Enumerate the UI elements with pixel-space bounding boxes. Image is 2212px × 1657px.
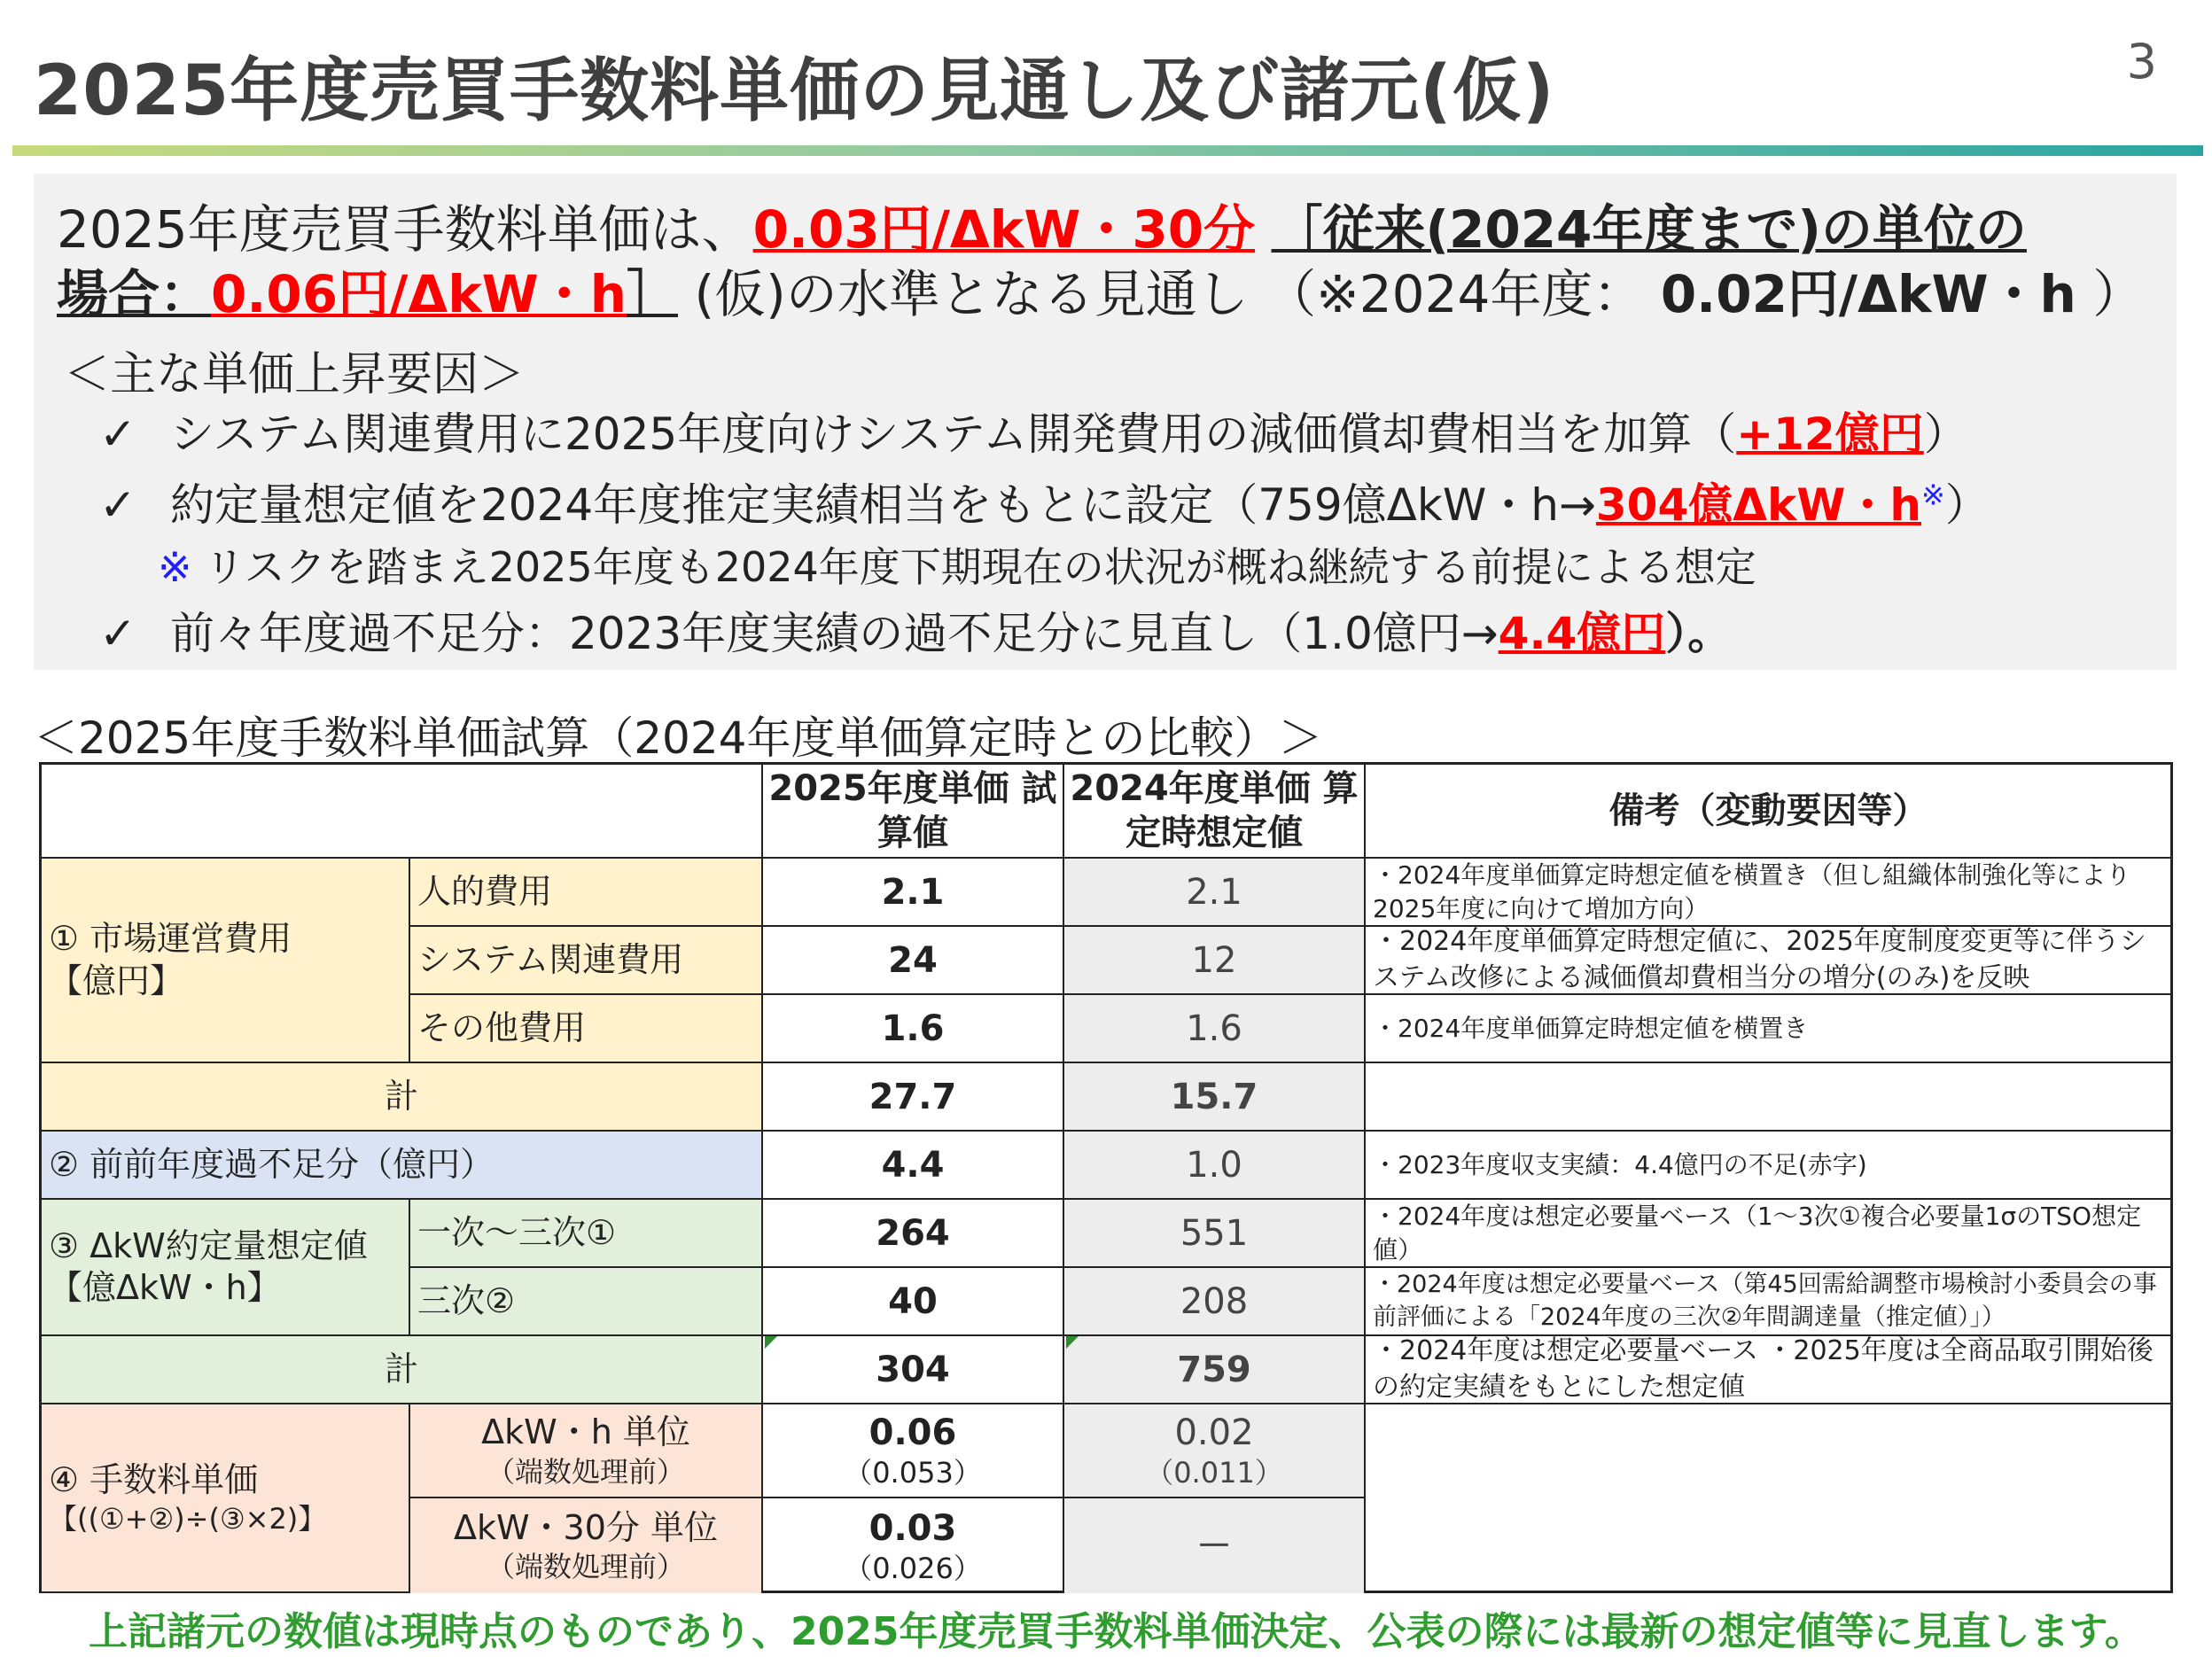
remark: ・2024年度単価算定時想定値に、2025年度制度変更等に伴うシステム改修による減価償却費相当分の増分(のみ)を反映: [1366, 927, 2173, 995]
value-main: 0.03: [868, 1507, 957, 1549]
unit-price-2024: －: [1064, 1498, 1366, 1593]
check-icon: ✓: [99, 408, 136, 460]
factor-2-note: [158, 535, 1756, 594]
factor-2-end: ）: [1944, 479, 1990, 531]
table-caption: ＜2025年度手数料単価試算（2024年度単価算定時との比較）＞: [34, 712, 1323, 764]
remark: ・2024年度は想定必要量ベース（1～3次①複合必要量1σのTSO想定値）: [1366, 1200, 2173, 1268]
check-icon: ✓: [99, 608, 136, 659]
footer-note: 上記諸元の数値は現時点のものであり、2025年度売買手数料単価決定、公表の際には最新の想定値等に見直します。: [89, 1609, 2144, 1654]
unit-price-kwh: 0.06円/ΔkW・h: [211, 264, 627, 324]
value-2024: 1.6: [1064, 995, 1366, 1063]
remark: ・2024年度単価算定時想定値を横置き: [1366, 995, 2173, 1063]
value-2024: 2.1: [1064, 859, 1366, 927]
group3-total-label: 計: [42, 1336, 763, 1404]
value-raw: （0.026）: [844, 1551, 982, 1585]
header-remarks: 備考（変動要因等）: [1366, 765, 2173, 859]
item-30min-unit: [410, 1498, 763, 1593]
check-icon: ✓: [99, 479, 136, 531]
value-2024: 12: [1064, 927, 1366, 995]
value-main: 0.02: [1174, 1412, 1254, 1453]
legacy-unit-text: ［従来(2024年度まで)の単位の: [1271, 199, 2027, 260]
factor-1-text: システム関連費用に2025年度向けシステム開発費用の減価償却費相当を加算（: [170, 408, 1737, 460]
factor-2-value: 304億ΔkW・h: [1595, 479, 1921, 531]
total-2024: 759: [1064, 1336, 1366, 1404]
group1-label: [42, 859, 410, 1063]
header-blank: [42, 765, 763, 859]
unit-price-2024: [1064, 1404, 1366, 1498]
value-2024: 551: [1064, 1200, 1366, 1268]
group1-unit: 【億円】: [49, 961, 184, 1000]
group4-label: [42, 1404, 410, 1593]
remark: ・2023年度収支実績：4.4億円の不足(赤字): [1366, 1132, 2173, 1200]
value-2025: 1.6: [763, 995, 1064, 1063]
note-reference: ※: [1920, 478, 1945, 512]
item-system: システム関連費用: [410, 927, 763, 995]
summary-line-2: [57, 253, 2144, 327]
summary-end: ）: [2092, 264, 2145, 324]
total-2025: 27.7: [763, 1063, 1064, 1132]
group4-formula: 【((①+②)÷(③×2)】: [49, 1502, 327, 1536]
fee-table: [39, 762, 2173, 1593]
summary-rest: (仮)の水準となる見通し （※2024年度：: [694, 264, 1645, 324]
marker-triangle: [765, 1336, 777, 1349]
value-2025: 4.4: [763, 1132, 1064, 1200]
item-primary-tertiary: 一次～三次①: [410, 1200, 763, 1268]
item-sub: （端数処理前）: [486, 1550, 685, 1584]
marker-triangle: [1066, 1336, 1079, 1349]
header-2024: 2024年度単価 算定時想定値: [1064, 765, 1366, 859]
legacy-bracket: ］: [627, 264, 679, 324]
remark: ・2024年度は想定必要量ベース ・2025年度は全商品取引開始後の約定実績をもとにした想定値: [1366, 1336, 2173, 1404]
factor-1-value: +12億円: [1736, 408, 1924, 460]
factor-1: [99, 399, 1968, 463]
group4-title: ④ 手数料単価: [49, 1459, 259, 1499]
factor-1-end: ）: [1923, 408, 1968, 460]
page-title: 2025年度売買手数料単価の見通し及び諸元(仮): [34, 51, 1555, 131]
group2-label: ② 前前年度過不足分（億円）: [42, 1132, 763, 1200]
item-other: その他費用: [410, 995, 763, 1063]
value-main: 0.06: [868, 1412, 957, 1453]
value-2024: 208: [1064, 1268, 1366, 1336]
factors-heading: ＜主な単価上昇要因＞: [64, 348, 526, 401]
value-raw: （0.053）: [844, 1456, 982, 1490]
item-tertiary-2: 三次②: [410, 1268, 763, 1336]
remark: ・2024年度は想定必要量ベース（第45回需給調整市場検討小委員会の事前評価による「2024年度の三次②年間調達量（推定値）」）: [1366, 1268, 2173, 1336]
value-2025: 2.1: [763, 859, 1064, 927]
item-label: ΔkW・30分 単位: [453, 1507, 718, 1547]
header-2025: 2025年度単価 試算値: [763, 765, 1064, 859]
factor-3-text: 前々年度過不足分：2023年度実績の過不足分に見直し（1.0億円→: [170, 608, 1499, 659]
summary-line-1: [57, 188, 2027, 262]
remark-empty: [1366, 1404, 2173, 1593]
group3-unit: 【億ΔkW・h】: [49, 1268, 281, 1307]
factor-2-text: 約定量想定値を2024年度推定実績相当をもとに設定（759億ΔkW・h→: [170, 479, 1596, 531]
remark-empty: [1366, 1063, 2173, 1132]
value-2025: 264: [763, 1200, 1064, 1268]
item-kwh-unit: [410, 1404, 763, 1498]
item-personnel: 人的費用: [410, 859, 763, 927]
factor-3-end: ）。: [1665, 608, 1733, 659]
title-divider: [12, 145, 2203, 156]
group1-title: ① 市場運営費用: [49, 919, 292, 958]
note-text: リスクを踏まえ2025年度も2024年度下期現在の状況が概ね継続する前提による想定: [204, 543, 1756, 591]
value-raw: （0.011）: [1145, 1456, 1283, 1490]
note-mark: ※: [158, 543, 192, 591]
group1-total-label: 計: [42, 1063, 763, 1132]
unit-price-2025: [763, 1498, 1064, 1593]
factor-3: [99, 598, 1732, 662]
total-2024: 15.7: [1064, 1063, 1366, 1132]
value-2024: 1.0: [1064, 1132, 1366, 1200]
factor-2: [99, 470, 1990, 533]
unit-price-2025: [763, 1404, 1064, 1498]
unit-price-30min: 0.03円/ΔkW・30分: [752, 199, 1256, 260]
legacy-unit-case: 場合：: [57, 264, 212, 324]
remark: ・2024年度単価算定時想定値を横置き（但し組織体制強化等により2025年度に向けて増加方向）: [1366, 859, 2173, 927]
value-2025: 24: [763, 927, 1064, 995]
summary-prefix: 2025年度売買手数料単価は、: [57, 199, 753, 260]
page-number: 3: [2126, 34, 2157, 89]
item-label: ΔkW・h 単位: [481, 1412, 690, 1452]
factor-3-value: 4.4億円: [1498, 608, 1666, 659]
group3-label: [42, 1200, 410, 1336]
item-sub: （端数処理前）: [486, 1454, 685, 1489]
unit-price-2024: 0.02円/ΔkW・h: [1660, 264, 2076, 324]
value-2025: 40: [763, 1268, 1064, 1336]
group3-title: ③ ΔkW約定量想定値: [49, 1225, 368, 1265]
total-2025: 304: [763, 1336, 1064, 1404]
